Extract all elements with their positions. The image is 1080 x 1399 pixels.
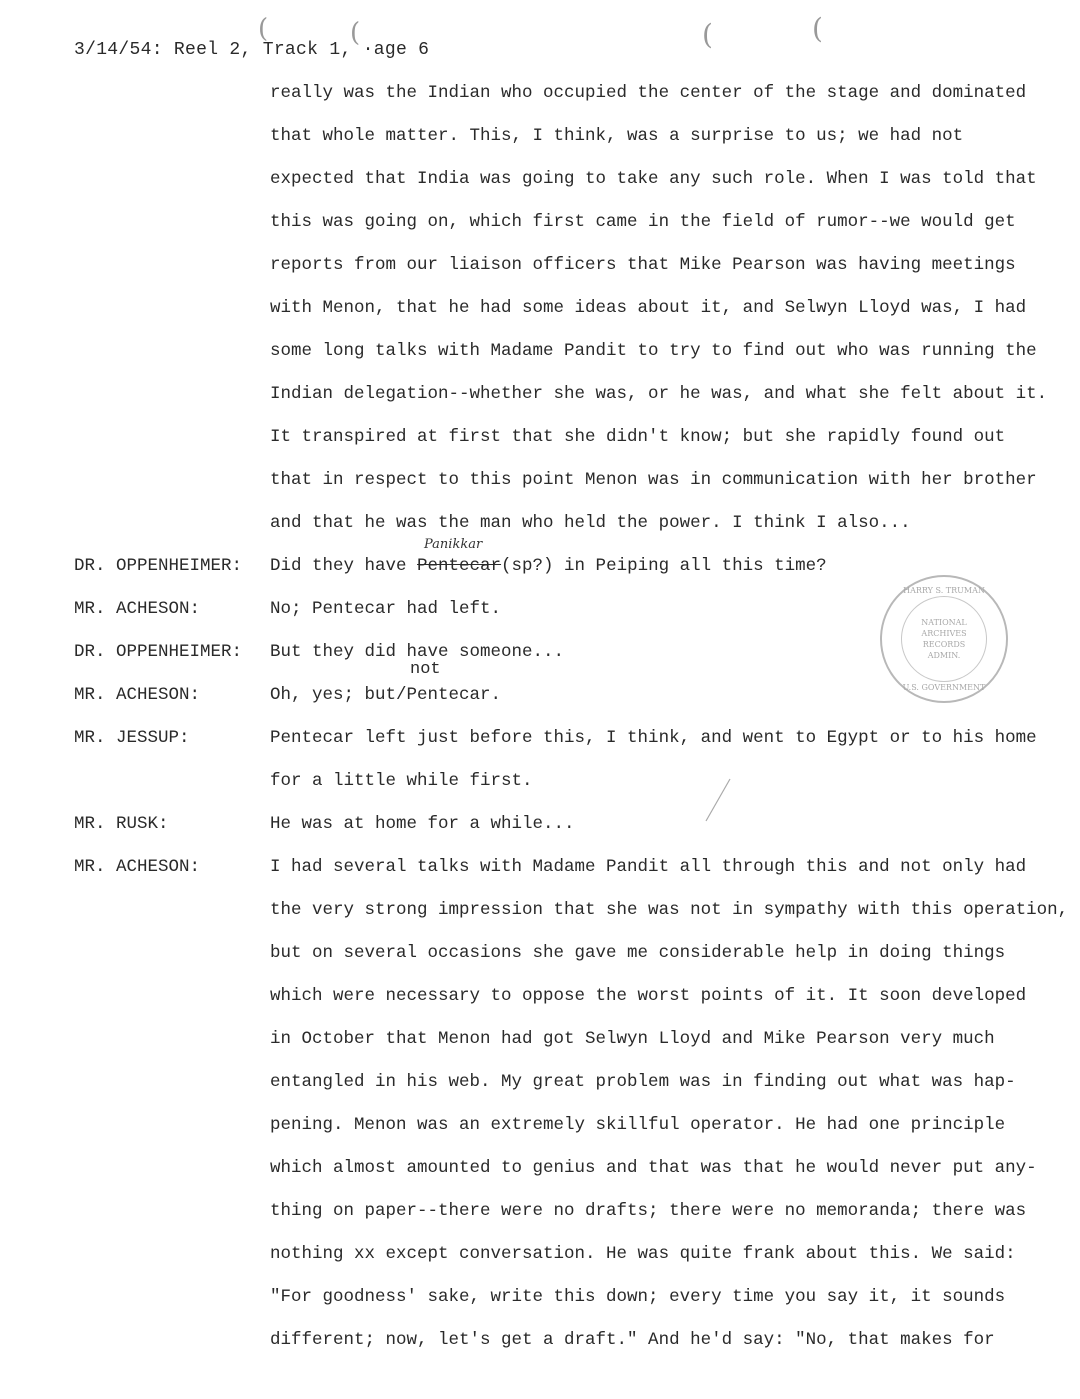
text-line: reports from our liaison officers that Mike Pearson was having meetings bbox=[270, 255, 1016, 275]
handwritten-correction: Panikkar bbox=[424, 537, 483, 552]
speech-text-before: Oh, yes; but/ bbox=[270, 685, 407, 705]
page-header: 3/14/54: Reel 2, Track 1, ·age 6 bbox=[74, 40, 430, 60]
speaker-label: MR. JESSUP: bbox=[74, 728, 190, 748]
stamp-text: U.S. GOVERNMENT bbox=[902, 683, 986, 692]
stamp-text: NATIONAL bbox=[921, 618, 967, 627]
struck-word: Pentecar bbox=[417, 556, 502, 576]
speech-text-after: Pentecar. bbox=[406, 685, 502, 705]
text-line: in October that Menon had got Selwyn Lloyd and Mike Pearson very much bbox=[270, 1029, 995, 1049]
margin-mark: ( bbox=[812, 12, 823, 45]
speaker-label: MR. ACHESON: bbox=[74, 857, 201, 877]
speech-text bbox=[270, 846, 1069, 1362]
speaker-label: MR. ACHESON: bbox=[74, 599, 201, 619]
speech-text: No; Pentecar had left. bbox=[270, 599, 502, 619]
speech-text: But they did have someone... bbox=[270, 642, 565, 662]
stamp-text: HARRY S. TRUMAN bbox=[903, 586, 985, 595]
typed-insertion: not bbox=[410, 660, 441, 679]
text-line: really was the Indian who occupied the center of the stage and dominated bbox=[270, 83, 1027, 103]
text-line: different; now, let's get a draft." And he'd say: "No, that makes for bbox=[270, 1330, 995, 1350]
text-line: and that he was the man who held the power. I think I also... bbox=[270, 513, 911, 533]
text-line: "For goodness' sake, write this down; every time you say it, it sounds bbox=[270, 1287, 1006, 1307]
dialogue-entry bbox=[74, 803, 1064, 846]
text-line: but on several occasions she gave me considerable help in doing things bbox=[270, 943, 1006, 963]
dialogue-entry bbox=[74, 717, 1064, 803]
dialogue-entry bbox=[74, 846, 1069, 1362]
intro-paragraph bbox=[270, 72, 1060, 545]
speaker-label: DR. OPPENHEIMER: bbox=[74, 556, 243, 576]
text-line: It transpired at first that she didn't know; but she rapidly found out bbox=[270, 427, 1006, 447]
text-line: with Menon, that he had some ideas about it, and Selwyn Lloyd was, I had bbox=[270, 298, 1027, 318]
speech-text: He was at home for a while... bbox=[270, 814, 575, 834]
text-line: pening. Menon was an extremely skillful operator. He had one principle bbox=[270, 1115, 1006, 1135]
text-line: nothing xx except conversation. He was quite frank about this. We said: bbox=[270, 1244, 1016, 1264]
margin-mark: ( bbox=[702, 18, 713, 51]
stamp-inner-ring bbox=[901, 596, 987, 682]
text-line: expected that India was going to take any such role. When I was told that bbox=[270, 169, 1037, 189]
text-line: Indian delegation--whether she was, or he was, and what she felt about it. bbox=[270, 384, 1048, 404]
speaker-label: MR. ACHESON: bbox=[74, 685, 201, 705]
speech-text bbox=[270, 717, 1060, 803]
stamp-text: ARCHIVES bbox=[921, 629, 967, 638]
speaker-label: MR. RUSK: bbox=[74, 814, 169, 834]
archive-stamp bbox=[880, 575, 1008, 703]
stamp-text: ADMIN. bbox=[927, 651, 961, 660]
text-line: for a little while first. bbox=[270, 771, 533, 791]
text-line: some long talks with Madame Pandit to try to find out who was running the bbox=[270, 341, 1037, 361]
margin-mark: ( bbox=[350, 18, 361, 48]
text-line: that whole matter. This, I think, was a surprise to us; we had not bbox=[270, 126, 964, 146]
text-line: which were necessary to oppose the worst points of it. It soon developed bbox=[270, 986, 1027, 1006]
text-line: the very strong impression that she was not in sympathy with this operation, bbox=[270, 900, 1069, 920]
margin-mark: ( bbox=[258, 14, 269, 44]
stamp-text: RECORDS bbox=[922, 640, 966, 649]
text-line: entangled in his web. My great problem was in finding out what was hap- bbox=[270, 1072, 1016, 1092]
speaker-label: DR. OPPENHEIMER: bbox=[74, 642, 243, 662]
text-line: this was going on, which first came in the field of rumor--we would get bbox=[270, 212, 1016, 232]
speech-text-after: (sp?) in Peiping all this time? bbox=[501, 556, 827, 576]
text-line: that in respect to this point Menon was in communication with her brother bbox=[270, 470, 1037, 490]
text-line: thing on paper--there were no drafts; there were no memoranda; there was bbox=[270, 1201, 1027, 1221]
speech-text-before: Did they have bbox=[270, 556, 418, 576]
pen-stroke-mark bbox=[700, 775, 734, 825]
text-line: which almost amounted to genius and that was that he would never put any- bbox=[270, 1158, 1037, 1178]
text-line: I had several talks with Madame Pandit all through this and not only had bbox=[270, 857, 1027, 877]
text-line: Pentecar left just before this, I think, and went to Egypt or to his home bbox=[270, 728, 1037, 748]
